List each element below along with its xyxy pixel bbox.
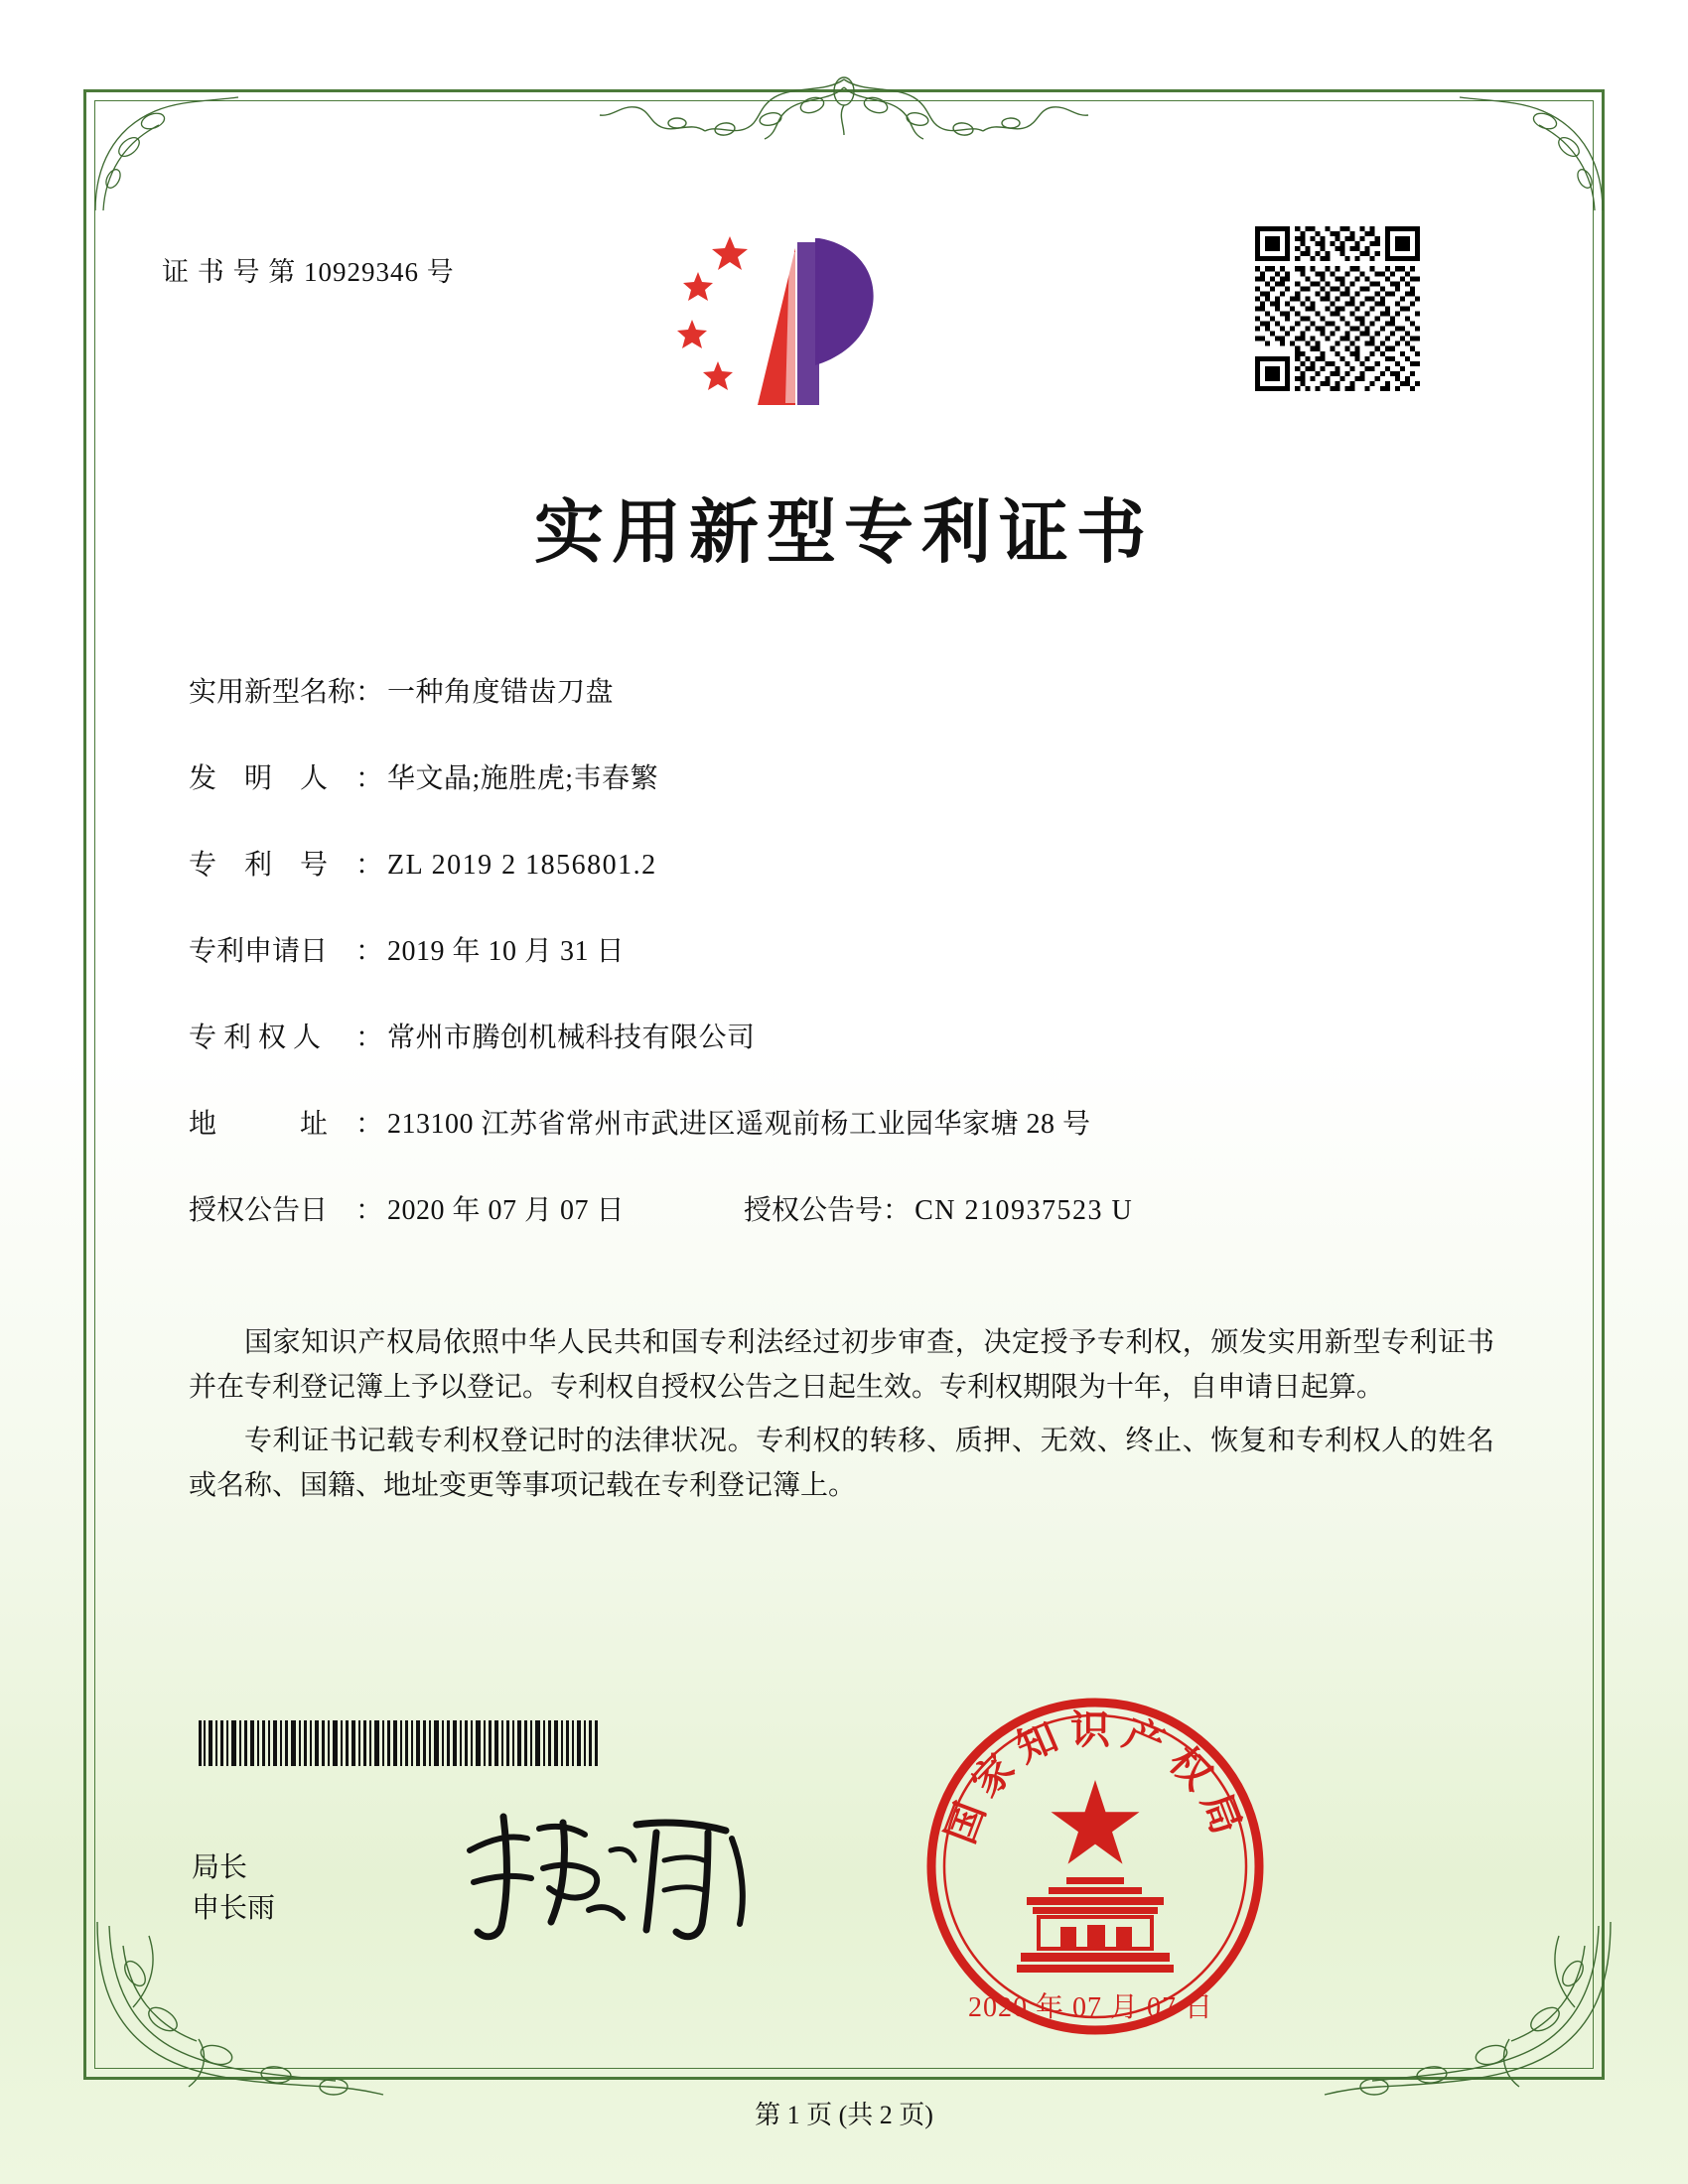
- svg-text:国家知识产权局: 国家知识产权局: [936, 1706, 1254, 1850]
- paragraph-1: 国家知识产权局依照中华人民共和国专利法经过初步审查，决定授予专利权，颁发实用新型专利证书并在专利登记簿上予以登记。专利权自授权公告之日起生效。专利权期限为十年，自申请日起算。: [189, 1327, 1494, 1404]
- grant-number-group: [744, 1188, 1133, 1228]
- value-address: 213100 江苏省常州市武进区遥观前杨工业园华家塘 28 号: [387, 1109, 1091, 1140]
- value-grant-number: CN 210937523 U: [914, 1195, 1134, 1226]
- field-inventors: [189, 756, 1509, 796]
- barcode-icon: [199, 1720, 601, 1766]
- field-grant-row: [189, 1188, 1509, 1228]
- value-patentee: 常州市腾创机械科技有限公司: [387, 1023, 756, 1053]
- seal-date: 2020 年 07 月 07 日: [968, 1992, 1214, 2023]
- page-footer: 第 1 页 (共 2 页): [755, 2101, 933, 2129]
- colon-2: ：: [355, 850, 384, 881]
- field-list: [189, 670, 1509, 1264]
- certificate-number: 证 书 号 第 10929346 号: [162, 257, 455, 287]
- colon-grant-date: ：: [355, 1195, 384, 1226]
- value-grant-date: 2020 年 07 月 07 日: [387, 1195, 626, 1226]
- label-utility-model-name: 实用新型名称: [189, 677, 356, 708]
- qr-code-icon: [1255, 226, 1420, 391]
- colon-5: ：: [355, 1109, 384, 1140]
- legal-text: [189, 1320, 1494, 1516]
- field-patentee: [189, 1016, 1509, 1055]
- paragraph-2: 专利证书记载专利权登记时的法律状况。专利权的转移、质押、无效、终止、恢复和专利权人的姓名或名称、国籍、地址变更等事项记载在专利登记簿上。: [189, 1425, 1494, 1502]
- field-utility-model-name: [189, 670, 1509, 710]
- signature-role: 局长: [192, 1852, 248, 1883]
- signature-block: [192, 1848, 275, 1929]
- colon-4: ：: [355, 1023, 384, 1053]
- label-patentee: 专 利 权 人: [189, 1023, 322, 1053]
- label-patent-number: 专 利 号: [189, 850, 329, 881]
- field-application-date: [189, 929, 1509, 969]
- field-address: [189, 1102, 1509, 1142]
- colon-3: ：: [355, 936, 384, 967]
- value-patent-number: ZL 2019 2 1856801.2: [387, 850, 657, 881]
- label-grant-date: 授权公告日: [189, 1195, 329, 1226]
- handwritten-signature-icon: [452, 1799, 799, 1948]
- value-inventors: 华文晶;施胜虎;韦春繁: [387, 763, 659, 794]
- signature-name: 申长雨: [192, 1892, 276, 1924]
- label-inventors: 发 明 人: [189, 763, 329, 794]
- page-title: 实用新型专利证书: [534, 490, 1154, 573]
- colon-0: ：: [355, 677, 384, 708]
- value-application-date: 2019 年 10 月 31 日: [387, 936, 626, 967]
- value-utility-model-name: 一种角度错齿刀盘: [387, 677, 615, 708]
- field-patent-number: [189, 843, 1509, 883]
- colon-grant-number: ：: [883, 1195, 912, 1226]
- cnipa-logo-icon: [670, 228, 928, 417]
- label-grant-number: 授权公告号: [744, 1195, 884, 1226]
- label-address: 地 址: [189, 1109, 329, 1140]
- label-application-date: 专利申请日: [189, 936, 329, 967]
- colon-1: ：: [355, 763, 384, 794]
